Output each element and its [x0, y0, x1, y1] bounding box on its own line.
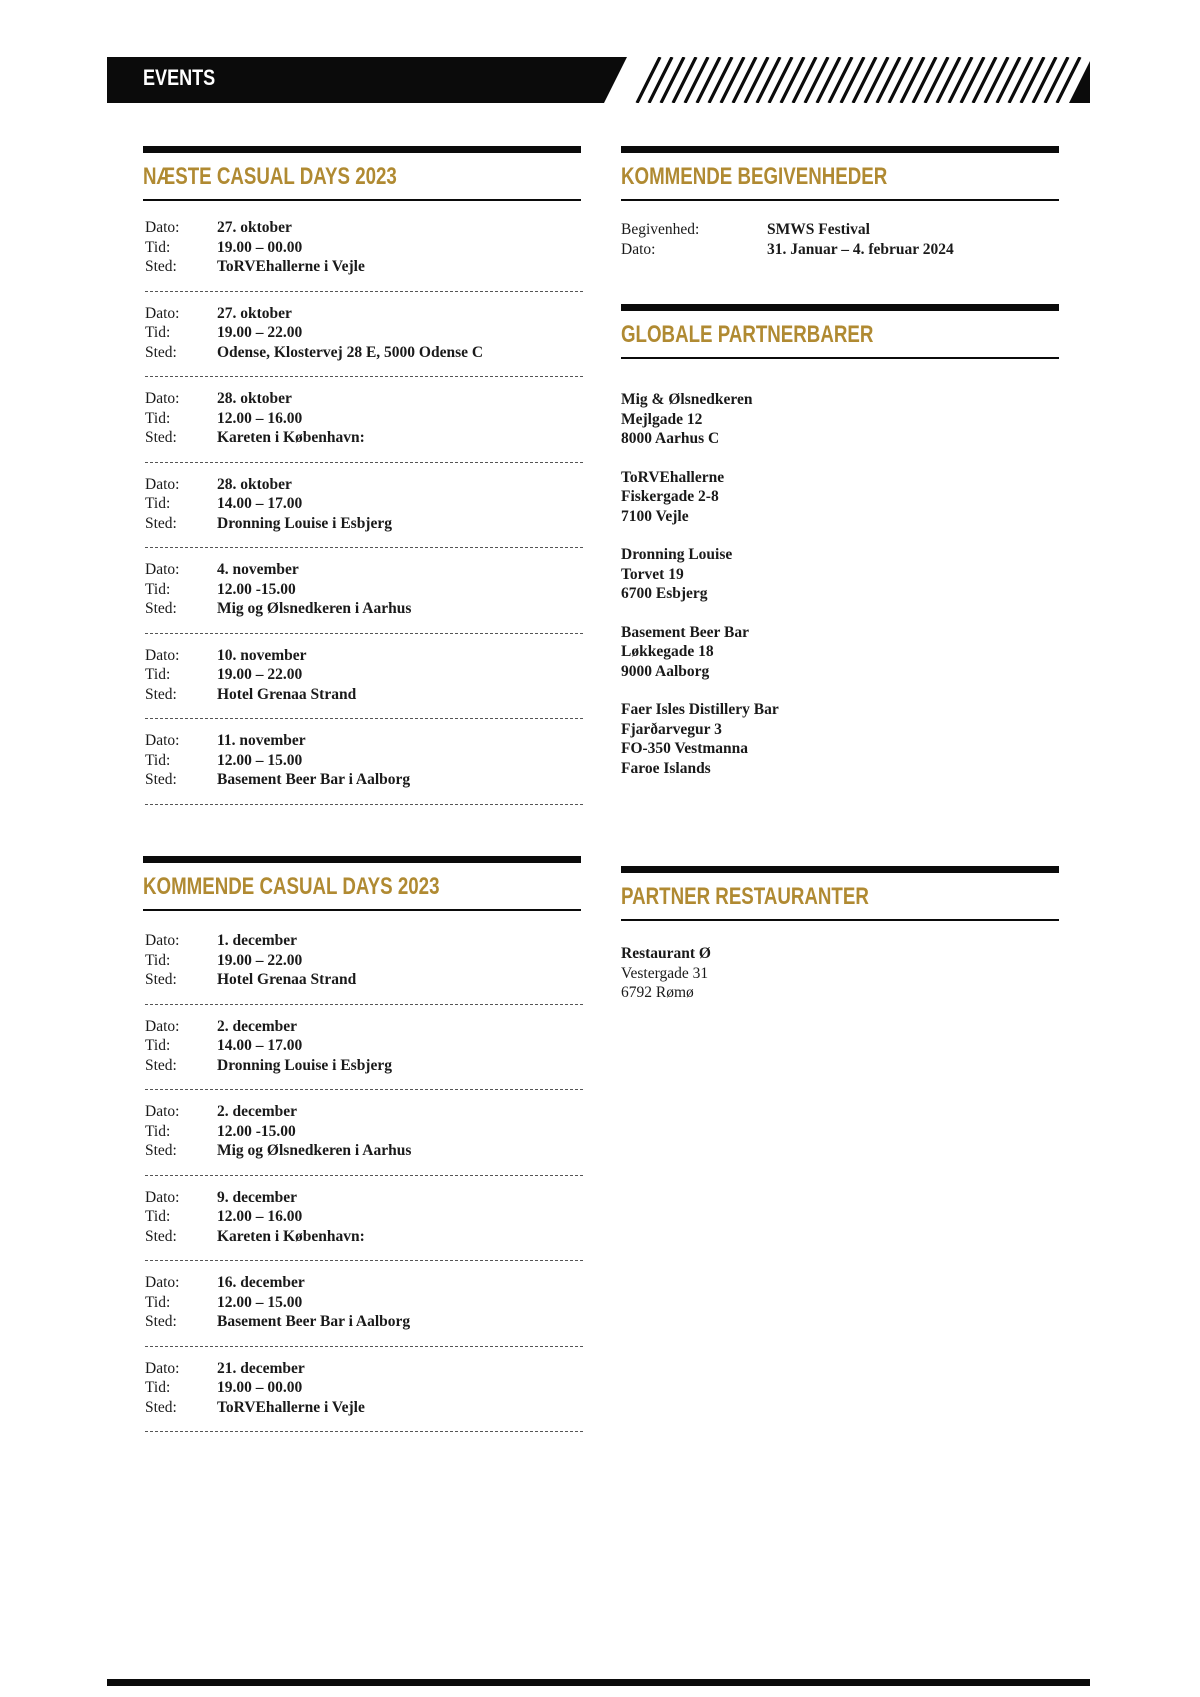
event-sted-row [145, 1056, 583, 1076]
event-entry [145, 292, 583, 377]
event-tid-value: 14.00 – 17.00 [217, 1037, 303, 1054]
event-sted-row [145, 1398, 583, 1418]
event-tid-row [145, 751, 583, 771]
event-tid-value: 19.00 – 00.00 [217, 1379, 303, 1396]
event-dato-label: Dato: [145, 646, 180, 664]
event-dato-value: 16. december [217, 1274, 305, 1291]
event-sted-value: Odense, Klostervej 28 E, 5000 Odense C [217, 343, 484, 361]
globale-partnerbarer-section [621, 304, 1059, 359]
event-tid-label: Tid: [145, 1293, 171, 1311]
event-dato-row [145, 1359, 583, 1379]
event-sted-row [145, 1312, 583, 1332]
event-entry [145, 218, 583, 291]
footer-rule [107, 1679, 1090, 1686]
event-dato-value: 21. december [217, 1359, 305, 1377]
event-sted-label: Sted: [145, 971, 177, 988]
partnerbar-street: Mejlgade 12 [621, 410, 703, 428]
event-sted-row [145, 514, 583, 534]
date-value: 31. Januar – 4. februar 2024 [767, 240, 954, 258]
event-dato-value: 28. oktober [217, 475, 292, 493]
event-dato-label: Dato: [145, 1188, 180, 1206]
event-dato-row [145, 218, 583, 238]
event-sted-label: Sted: [145, 1398, 177, 1416]
event-sted-label: Sted: [145, 1056, 177, 1074]
event-sted-row [145, 1227, 583, 1247]
partnerbar-item [621, 700, 1059, 778]
event-sted-row [145, 257, 583, 277]
event-sted-value: Dronning Louise i Esbjerg [217, 514, 392, 532]
event-sted-value: Hotel Grenaa Strand [217, 971, 357, 988]
event-tid-value: 19.00 – 22.00 [217, 666, 303, 683]
event-sted-value: Mig og Ølsnedkeren i Aarhus [217, 1142, 412, 1159]
event-dato-label: Dato: [145, 732, 180, 749]
event-sted-label: Sted: [145, 1313, 177, 1330]
event-dato-row [145, 646, 583, 666]
naeste-casual-days-section [143, 146, 581, 201]
partnerbar-street: Fiskergade 2-8 [621, 488, 719, 505]
event-entry [145, 548, 583, 633]
event-tid-label: Tid: [145, 1122, 171, 1140]
event-sted-value: Kareten i København: [217, 429, 365, 446]
event-dato-row [145, 389, 583, 409]
partnerbar-item [621, 468, 1059, 527]
event-sted-value: Mig og Ølsnedkeren i Aarhus [217, 600, 412, 617]
event-dato-value: 9. december [217, 1188, 298, 1206]
partnerbar-item [621, 545, 1059, 604]
event-sted-label: Sted: [145, 600, 177, 617]
partnerbar-city: 6700 Esbjerg [621, 585, 708, 602]
event-tid-value: 12.00 – 15.00 [217, 751, 303, 769]
section-title: GLOBALE PARTNERBARER [621, 321, 874, 348]
dashed-divider [145, 804, 583, 805]
event-dato-row [145, 475, 583, 495]
event-sted-label: Sted: [145, 1227, 177, 1245]
event-dato-label: Dato: [145, 304, 180, 322]
partnerbar-name: Dronning Louise [621, 546, 733, 563]
event-tid-label: Tid: [145, 951, 171, 969]
section-heading [621, 304, 1059, 359]
event-value: SMWS Festival [767, 221, 870, 238]
event-tid-row [145, 1207, 583, 1227]
event-dato-row [145, 731, 583, 751]
partnerbar-item [621, 390, 1059, 449]
section-title: KOMMENDE CASUAL DAYS 2023 [143, 873, 440, 900]
partnerbar-city: FO-350 Vestmanna [621, 740, 749, 757]
event-tid-row [145, 1293, 583, 1313]
event-dato-row [145, 1102, 583, 1122]
event-tid-value: 12.00 -15.00 [217, 1122, 296, 1140]
event-sted-value: Kareten i København: [217, 1227, 365, 1245]
event-dato-value: 27. oktober [217, 304, 292, 322]
event-sted-value: Dronning Louise i Esbjerg [217, 1056, 392, 1074]
partnerbar-street: Fjarðarvegur 3 [621, 720, 722, 738]
event-entry [145, 377, 583, 462]
event-tid-label: Tid: [145, 324, 171, 341]
event-sted-label: Sted: [145, 514, 177, 532]
section-heading [143, 146, 581, 201]
event-tid-value: 12.00 -15.00 [217, 580, 296, 598]
event-dato-label: Dato: [145, 932, 180, 949]
section-title: NÆSTE CASUAL DAYS 2023 [143, 163, 397, 190]
event-tid-row [145, 1122, 583, 1142]
event-tid-label: Tid: [145, 1037, 171, 1054]
event-dato-label: Dato: [145, 1103, 180, 1120]
event-dato-value: 2. december [217, 1103, 298, 1120]
event-entry [145, 931, 583, 1004]
event-entry [145, 1005, 583, 1090]
event-tid-row [145, 494, 583, 514]
page-title: EVENTS [143, 65, 216, 90]
section-title: PARTNER RESTAURANTER [621, 883, 869, 910]
event-sted-value: ToRVEhallerne i Vejle [217, 1398, 365, 1416]
event-entry [145, 1176, 583, 1261]
partnerbar-street: Torvet 19 [621, 565, 684, 583]
date-row [621, 240, 1059, 260]
event-tid-row [145, 1036, 583, 1056]
event-entry [145, 1261, 583, 1346]
event-tid-value: 12.00 – 16.00 [217, 1208, 303, 1225]
restaurant-item [621, 944, 1059, 1003]
event-dato-value: 1. december [217, 932, 298, 949]
event-sted-value: Basement Beer Bar i Aalborg [217, 1313, 411, 1330]
section-title: KOMMENDE BEGIVENHEDER [621, 163, 888, 190]
event-dato-label: Dato: [145, 219, 180, 236]
event-dato-value: 2. december [217, 1017, 298, 1035]
event-tid-label: Tid: [145, 495, 171, 512]
event-sted-row [145, 685, 583, 705]
event-sted-label: Sted: [145, 685, 177, 703]
event-sted-label: Sted: [145, 1142, 177, 1159]
kommende-event-list [145, 931, 583, 1432]
event-sted-value: ToRVEhallerne i Vejle [217, 258, 365, 275]
event-entry [145, 719, 583, 804]
event-tid-label: Tid: [145, 238, 171, 256]
partnerbar-city: 9000 Aalborg [621, 662, 710, 680]
event-tid-label: Tid: [145, 409, 171, 427]
event-tid-label: Tid: [145, 751, 171, 769]
event-entry [145, 463, 583, 548]
event-tid-value: 19.00 – 00.00 [217, 238, 303, 256]
partnerbar-city: 7100 Vejle [621, 507, 689, 525]
section-heading [143, 856, 581, 911]
event-dato-label: Dato: [145, 475, 180, 493]
dashed-divider [145, 1431, 583, 1432]
partnerbar-name: Faer Isles Distillery Bar [621, 701, 779, 718]
event-sted-label: Sted: [145, 343, 177, 361]
event-tid-value: 12.00 – 16.00 [217, 409, 303, 427]
event-tid-label: Tid: [145, 580, 171, 598]
event-dato-label: Dato: [145, 1274, 180, 1291]
event-tid-row [145, 409, 583, 429]
date-label: Dato: [621, 240, 656, 258]
header-bar [107, 57, 1090, 103]
event-dato-row [145, 931, 583, 951]
partnerbar-list [621, 390, 1059, 778]
event-tid-value: 19.00 – 22.00 [217, 324, 303, 341]
event-tid-value: 19.00 – 22.00 [217, 951, 303, 969]
event-sted-row [145, 1141, 583, 1161]
event-tid-label: Tid: [145, 1208, 171, 1225]
event-tid-label: Tid: [145, 1379, 171, 1396]
event-dato-row [145, 560, 583, 580]
naeste-event-list [145, 218, 583, 805]
partnerbar-item [621, 623, 1059, 682]
event-dato-row [145, 1273, 583, 1293]
event-dato-value: 11. november [217, 732, 306, 749]
event-entry [145, 634, 583, 719]
event-dato-value: 27. oktober [217, 219, 292, 236]
partnerbar-name: Mig & Ølsnedkeren [621, 391, 753, 408]
event-dato-value: 4. november [217, 561, 299, 578]
event-dato-label: Dato: [145, 1017, 180, 1035]
restaurant-street: Vestergade 31 [621, 964, 709, 982]
event-sted-label: Sted: [145, 429, 177, 446]
event-entry [145, 1347, 583, 1432]
event-dato-row [145, 1017, 583, 1037]
event-dato-value: 10. november [217, 646, 307, 664]
header-bar-graphic [107, 57, 1090, 103]
kommende-casual-days-section [143, 856, 581, 911]
event-tid-row [145, 323, 583, 343]
section-heading [621, 866, 1059, 921]
event-sted-row [145, 343, 583, 363]
partner-restauranter-section [621, 866, 1059, 1003]
event-dato-label: Dato: [145, 390, 180, 407]
event-sted-row [145, 970, 583, 990]
event-tid-value: 14.00 – 17.00 [217, 495, 303, 512]
partnerbar-street: Løkkegade 18 [621, 643, 714, 660]
event-sted-row [145, 428, 583, 448]
partnerbar-city: 8000 Aarhus C [621, 430, 720, 447]
event-sted-row [145, 770, 583, 790]
event-dato-label: Dato: [145, 1359, 180, 1377]
event-entry [145, 1090, 583, 1175]
event-dato-label: Dato: [145, 561, 180, 578]
partnerbar-country: Faroe Islands [621, 759, 711, 777]
event-label: Begivenhed: [621, 221, 700, 238]
event-row [621, 220, 1059, 240]
event-tid-row [145, 1378, 583, 1398]
event-sted-label: Sted: [145, 771, 177, 788]
event-tid-row [145, 665, 583, 685]
event-tid-value: 12.00 – 15.00 [217, 1293, 303, 1311]
event-tid-row [145, 951, 583, 971]
kommende-begivenheder-section [621, 146, 1059, 259]
section-heading [621, 146, 1059, 201]
event-tid-row [145, 238, 583, 258]
restaurant-city: 6792 Rømø [621, 984, 694, 1001]
event-dato-row [145, 1188, 583, 1208]
event-details [621, 220, 1059, 259]
event-tid-label: Tid: [145, 666, 171, 683]
event-sted-value: Hotel Grenaa Strand [217, 685, 357, 703]
event-sted-label: Sted: [145, 258, 177, 275]
event-sted-value: Basement Beer Bar i Aalborg [217, 771, 411, 788]
event-sted-row [145, 599, 583, 619]
restaurant-name: Restaurant Ø [621, 945, 711, 962]
event-tid-row [145, 580, 583, 600]
partnerbar-name: ToRVEhallerne [621, 468, 725, 486]
partnerbar-name: Basement Beer Bar [621, 623, 749, 641]
event-dato-row [145, 304, 583, 324]
event-dato-value: 28. oktober [217, 390, 292, 407]
